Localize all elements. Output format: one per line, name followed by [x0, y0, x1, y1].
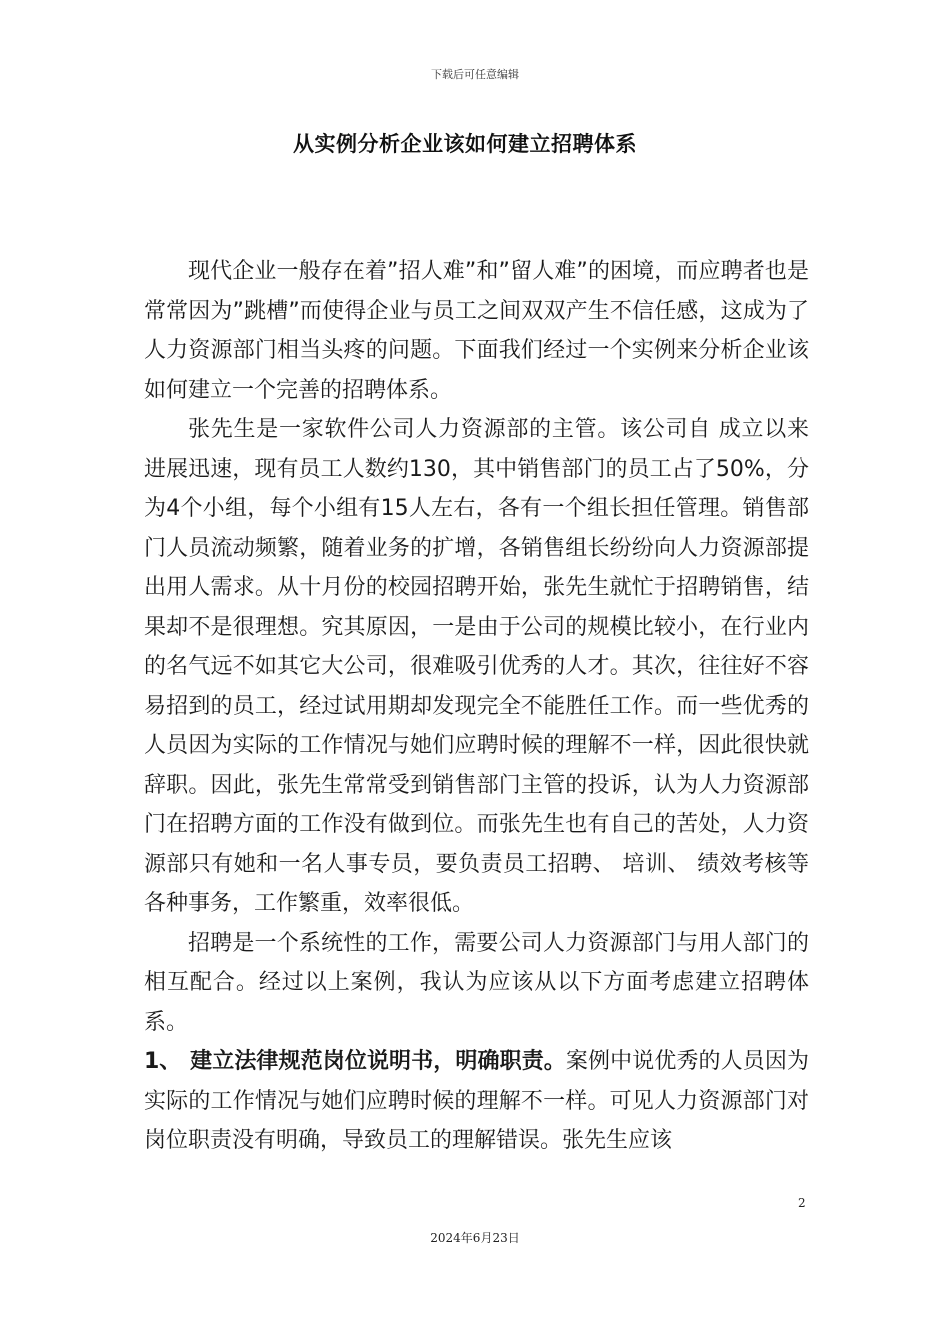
document-title: 从实例分析企业该如何建立招聘体系 — [293, 132, 637, 156]
header-note: 下载后可任意编辑 — [431, 68, 519, 81]
body-paragraph: 现代企业一般存在着”招人难”和”留人难”的困境，而应聘者也是常常因为”跳槽”而使得企业与员工之间双双产生不信任感，这成为了人力资源部门相当头疼的问题。下面我们经过一个实例来分析企业该如何建立一个完善的招聘体系。 — [144, 259, 809, 403]
document-body — [144, 252, 809, 1161]
numbered-item — [144, 1042, 809, 1161]
item-number: 1、 — [144, 1049, 182, 1074]
page-number: 2 — [798, 1196, 806, 1210]
body-paragraph: 张先生是一家软件公司人力资源部的主管。该公司自 成立以来进展迅速，现有员工人数约130，其中销售部门的员工占了50%，分为4个小组，每个小组有15人左右，各有一个组长担任管理。销售部门人员流动频繁，随着业务的扩增，各销售组长纷纷向人力资源部提出用人需求。从十月份的校园招聘开始，张先生就忙于招聘销售，结果却不是很理想。究其原因，一是由于公司的规模比较小，在行业内的名气远不如其它大公司，很难吸引优秀的人才。其次，往往好不容易招到的员工，经过试用期却发现完全不能胜任工作。而一些优秀的人员因为实际的工作情况与她们应聘时候的理解不一样，因此很快就辞职。因此，张先生常常受到销售部门主管的投诉，认为人力资源部门在招聘方面的工作没有做到位。而张先生也有自己的苦处，人力资源部只有她和一名人事专员，要负责员工招聘、 培训、 绩效考核等各种事务，工作繁重，效率很低。 — [144, 417, 809, 916]
item-heading: 建立法律规范岗位说明书，明确职责。 — [190, 1049, 566, 1074]
item-text: 案例中说优秀的人员因为实际的工作情况与她们应聘时候的理解不一样。可见人力资源部门对岗位职责没有明确，导致员工的理解错误。张先生应该 — [144, 1049, 809, 1153]
body-paragraph: 招聘是一个系统性的工作，需要公司人力资源部门与用人部门的相互配合。经过以上案例，我认为应该从以下方面考虑建立招聘体系。 — [144, 930, 809, 1035]
footer-date: 2024年6月23日 — [430, 1231, 520, 1245]
